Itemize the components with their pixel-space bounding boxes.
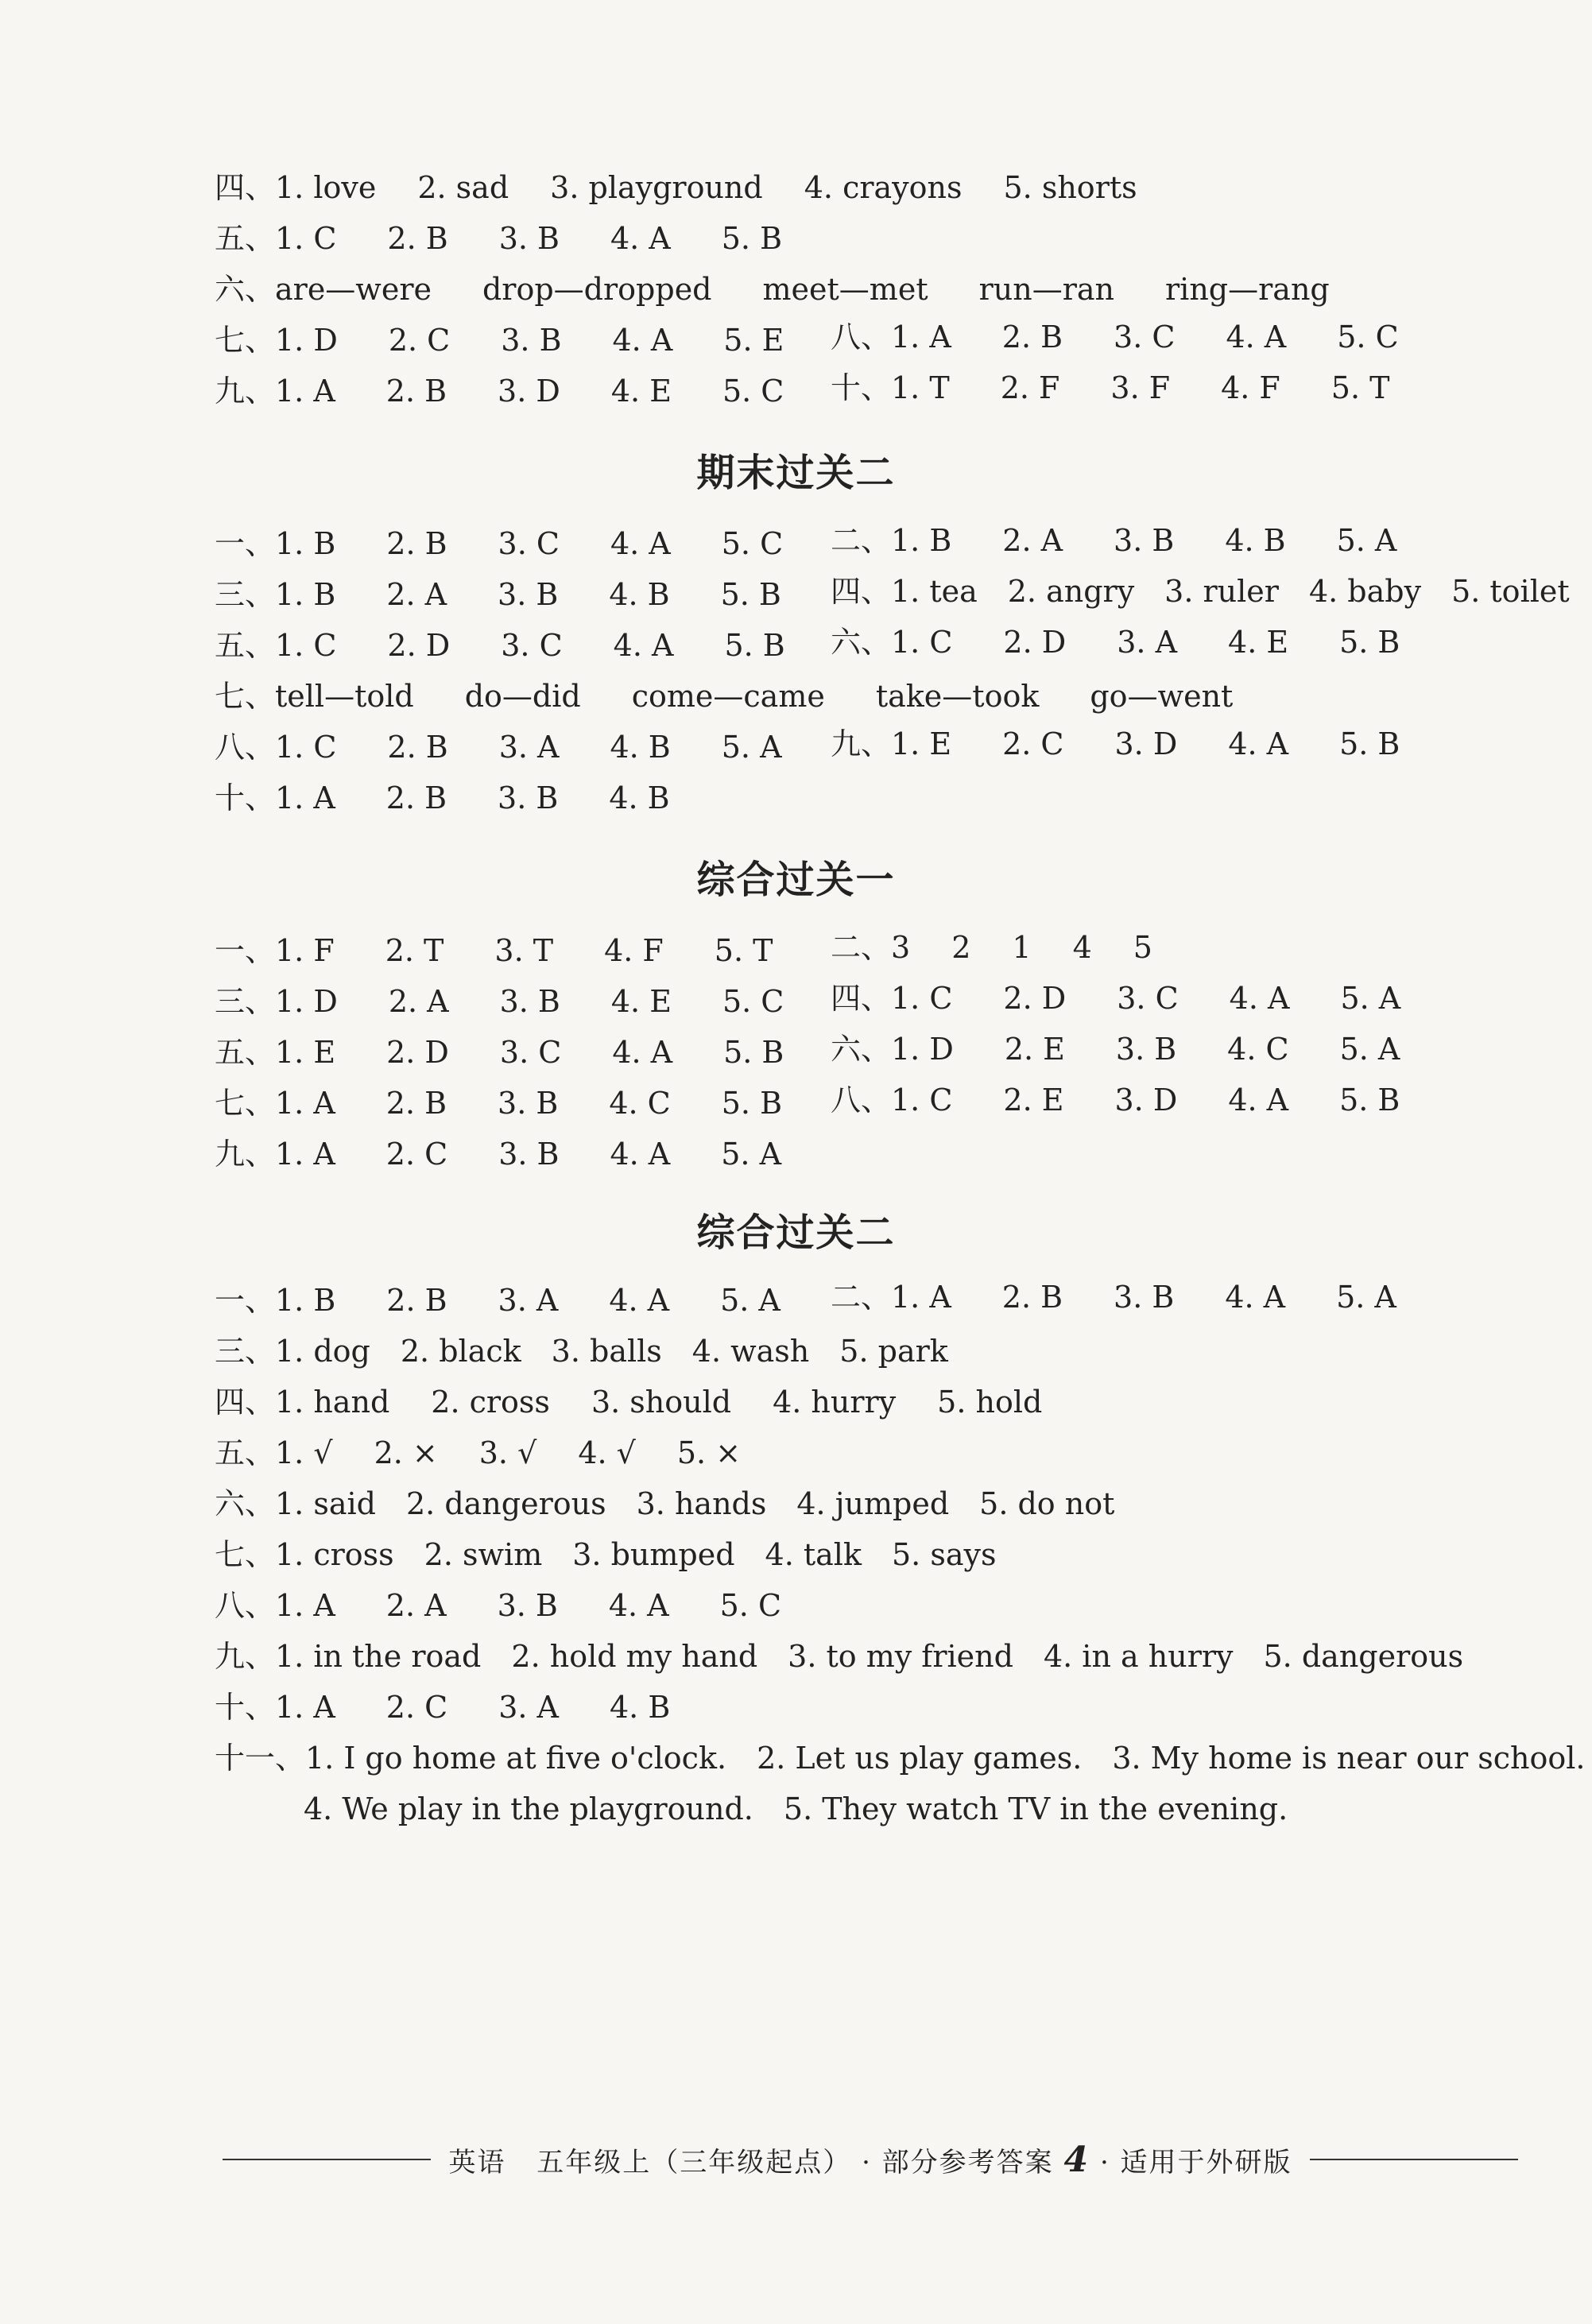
answer-line: 九、1. A 2. B 3. D 4. E 5. C: [215, 374, 784, 409]
answer-line: 九、1. in the road 2. hold my hand 3. to my friend 4. in a hurry 5. dangerous: [215, 1639, 1464, 1674]
answer-line: 五、1. √ 2. × 3. √ 4. √ 5. ×: [215, 1435, 742, 1470]
answer-line: 4. We play in the playground. 5. They watch TV in the evening.: [304, 1791, 1288, 1826]
answer-line: 四、1. hand 2. cross 3. should 4. hurry 5. hold: [215, 1385, 1043, 1420]
answer-line: 二、1. B 2. A 3. B 4. B 5. A: [831, 523, 1397, 558]
answer-line: 一、1. B 2. B 3. A 4. A 5. A: [215, 1283, 781, 1318]
answer-line: 三、1. B 2. A 3. B 4. B 5. B: [215, 577, 781, 612]
section-title: 综合过关二: [696, 1210, 896, 1255]
section-title: 期末过关二: [696, 451, 896, 495]
answer-line: 十、1. A 2. B 3. B 4. B: [215, 780, 670, 815]
footer-subject: 英语: [448, 2146, 506, 2179]
answer-line: 一、1. F 2. T 3. T 4. F 5. T: [215, 933, 773, 968]
answer-line: 六、1. D 2. E 3. B 4. C 5. A: [831, 1032, 1400, 1067]
answer-line: 十一、1. I go home at five o'clock. 2. Let us play games. 3. My home is near our school.: [215, 1741, 1586, 1776]
answer-line: 八、1. C 2. E 3. D 4. A 5. B: [831, 1083, 1400, 1117]
answer-line: 七、1. D 2. C 3. B 4. A 5. E: [215, 323, 784, 358]
footer-rule-right: [1310, 2159, 1518, 2160]
answer-line: 四、1. tea 2. angry 3. ruler 4. baby 5. toilet: [831, 574, 1570, 609]
answer-line: 八、1. A 2. A 3. B 4. A 5. C: [215, 1588, 782, 1623]
answer-line: 七、1. A 2. B 3. B 4. C 5. B: [215, 1086, 782, 1121]
footer-text: [431, 2140, 1309, 2180]
footer-rule-left: [223, 2159, 431, 2160]
answer-line: 七、1. cross 2. swim 3. bumped 4. talk 5. says: [215, 1537, 997, 1572]
page-footer: [223, 2140, 1518, 2179]
answer-line: 八、1. A 2. B 3. C 4. A 5. C: [831, 320, 1399, 354]
answer-line: 九、1. A 2. C 3. B 4. A 5. A: [215, 1137, 782, 1172]
answer-line: 四、1. love 2. sad 3. playground 4. crayons 5. shorts: [215, 170, 1137, 205]
answer-line: 三、1. D 2. A 3. B 4. E 5. C: [215, 984, 784, 1019]
answer-line: 九、1. E 2. C 3. D 4. A 5. B: [831, 726, 1400, 761]
page-number: 4: [1063, 2139, 1090, 2180]
answer-line: 六、1. C 2. D 3. A 4. E 5. B: [831, 625, 1400, 660]
answer-line: 五、1. C 2. B 3. B 4. A 5. B: [215, 221, 782, 256]
answer-line: 二、3 2 1 4 5: [831, 930, 1152, 965]
answer-line: 七、tell—told do—did come—came take—took go—went: [215, 679, 1234, 714]
answer-line: 八、1. C 2. B 3. A 4. B 5. A: [215, 730, 782, 765]
answer-line: 十、1. T 2. F 3. F 4. F 5. T: [831, 370, 1390, 405]
answer-line: 三、1. dog 2. black 3. balls 4. wash 5. park: [215, 1334, 948, 1369]
answer-line: 六、are—were drop—dropped meet—met run—ran ring—rang: [215, 272, 1330, 307]
answer-line: 十、1. A 2. C 3. A 4. B: [215, 1690, 671, 1725]
footer-grade: 五年级上（三年级起点）: [536, 2146, 852, 2179]
answer-line: 六、1. said 2. dangerous 3. hands 4. jumped 5. do not: [215, 1486, 1115, 1521]
answer-line: 二、1. A 2. B 3. B 4. A 5. A: [831, 1280, 1396, 1315]
footer-edition: · 适用于外研版: [1099, 2146, 1292, 2179]
answer-line: 一、1. B 2. B 3. C 4. A 5. C: [215, 526, 784, 561]
footer-label: · 部分参考答案: [862, 2146, 1054, 2179]
answer-line: 五、1. C 2. D 3. C 4. A 5. B: [215, 628, 785, 663]
answer-line: 四、1. C 2. D 3. C 4. A 5. A: [831, 981, 1401, 1016]
answer-line: 五、1. E 2. D 3. C 4. A 5. B: [215, 1035, 784, 1070]
section-title: 综合过关一: [696, 858, 896, 902]
